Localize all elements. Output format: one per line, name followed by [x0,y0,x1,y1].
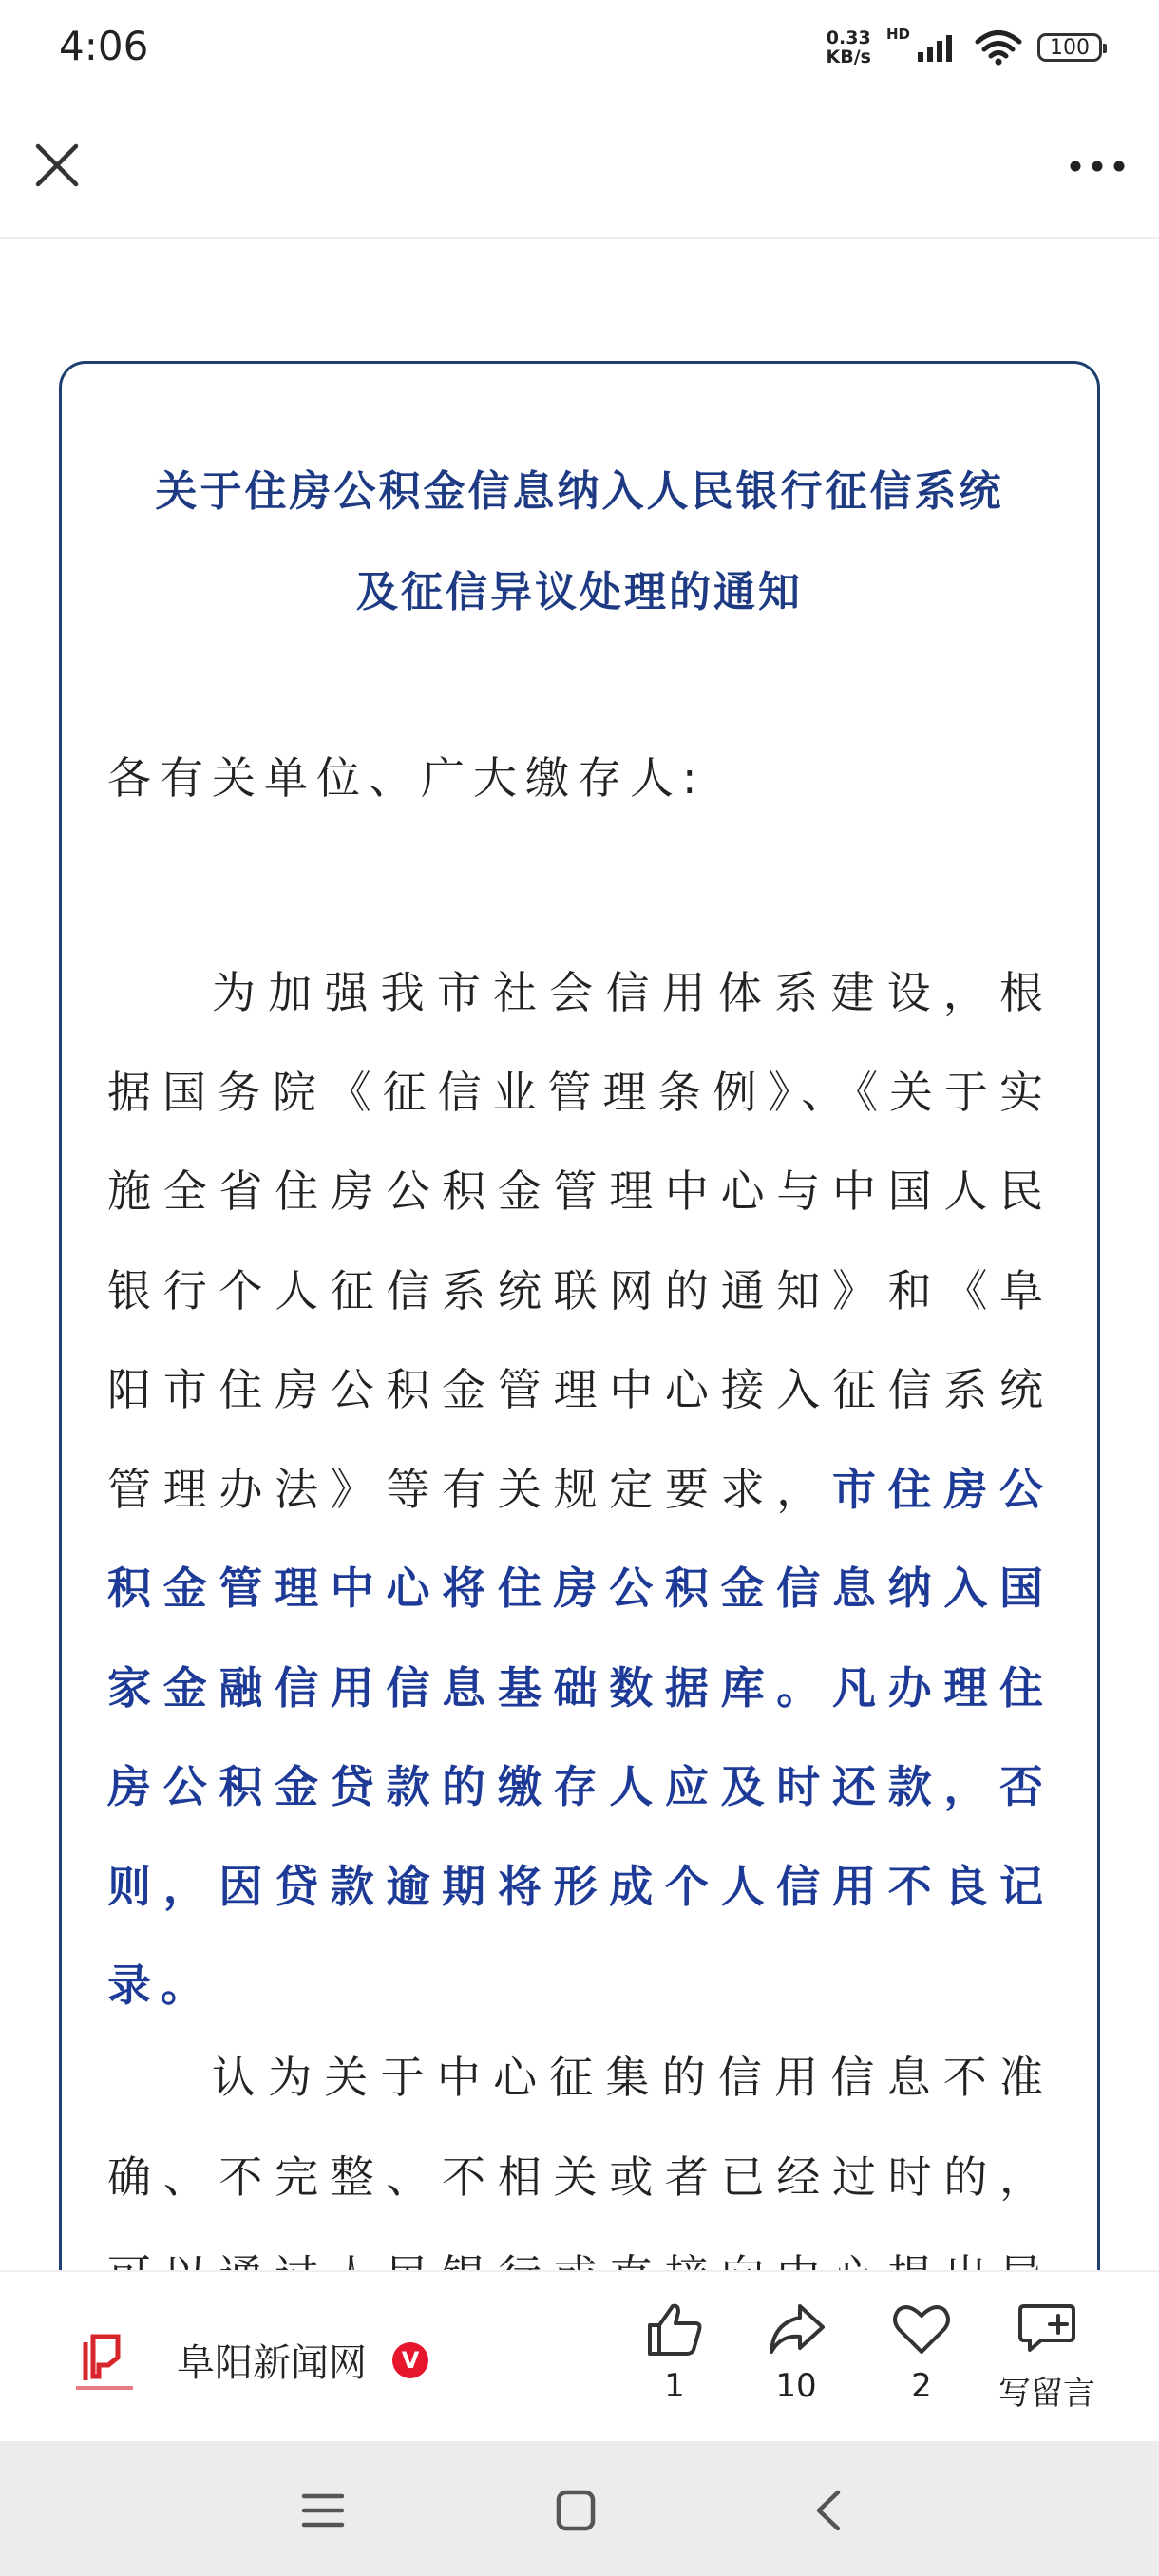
back-icon[interactable] [802,2487,859,2534]
article-title-line1: 关于住房公积金信息纳入人民银行征信系统 [155,467,1004,516]
share-icon [766,2301,826,2358]
menu-icon[interactable] [294,2487,352,2534]
salutation: 各有关单位、广大缴存人: [107,752,706,804]
battery-indicator: 100 [1037,33,1102,62]
status-time: 4:06 [59,23,149,69]
hd-label: HD [885,26,910,43]
paragraph-1-text: 为加强我市社会信用体系建设，根据国务院《征信业管理条例》、《关于实施全省住房公积金管理中心与中国人民银行个人征信系统联网的通知》和《阜阳市住房公积金管理中心接入征信系统管理办法》等有关规定要求， [107,967,1053,1515]
article-paragraph-2: 认为关于中心征集的信用信息不准确、不完整、不相关或者已经过时的， [107,2052,1053,2203]
comment-add-icon [1016,2301,1077,2358]
source-name[interactable]: 阜阳新闻网 [177,2341,367,2385]
more-options-icon[interactable] [1064,142,1130,190]
signal-icon [916,33,960,62]
system-nav-bar [0,2441,1159,2576]
like-count: 1 [664,2367,685,2405]
article-title [62,442,1097,643]
status-bar [0,0,1159,95]
write-comment-button[interactable] [990,2301,1104,2415]
paragraph-1-highlight: 市住房公积金管理中心将住房公积金信息纳入国家金融信用信息基础数据库。凡办理住房公积金贷款的缴存人应及时还款，否则，因贷款逾期将形成个人信用不良记录。 [107,1463,1053,2011]
favorite-count: 2 [911,2367,932,2405]
share-count: 10 [775,2367,817,2405]
status-icons [826,27,1102,68]
source-logo-icon[interactable] [66,2329,144,2396]
write-comment-label: 写留言 [998,2375,1095,2413]
thumbs-up-icon [644,2301,705,2358]
article-paragraph-1 [107,943,1053,2036]
wifi-icon [975,29,1022,66]
article-card [59,361,1100,2280]
article-title-line2: 及征信异议处理的通知 [356,568,803,616]
network-speed-value: 0.33 [826,28,871,48]
like-button[interactable] [618,2301,732,2415]
verified-badge: V [392,2342,428,2378]
top-nav [0,95,1159,239]
heart-icon [891,2301,952,2358]
close-icon[interactable] [28,137,86,194]
network-speed-unit: KB/s [826,47,871,67]
network-speed [826,28,871,66]
bottom-action-bar [0,2270,1159,2443]
home-icon[interactable] [547,2487,604,2534]
favorite-button[interactable] [864,2301,978,2415]
share-button[interactable] [739,2301,853,2415]
